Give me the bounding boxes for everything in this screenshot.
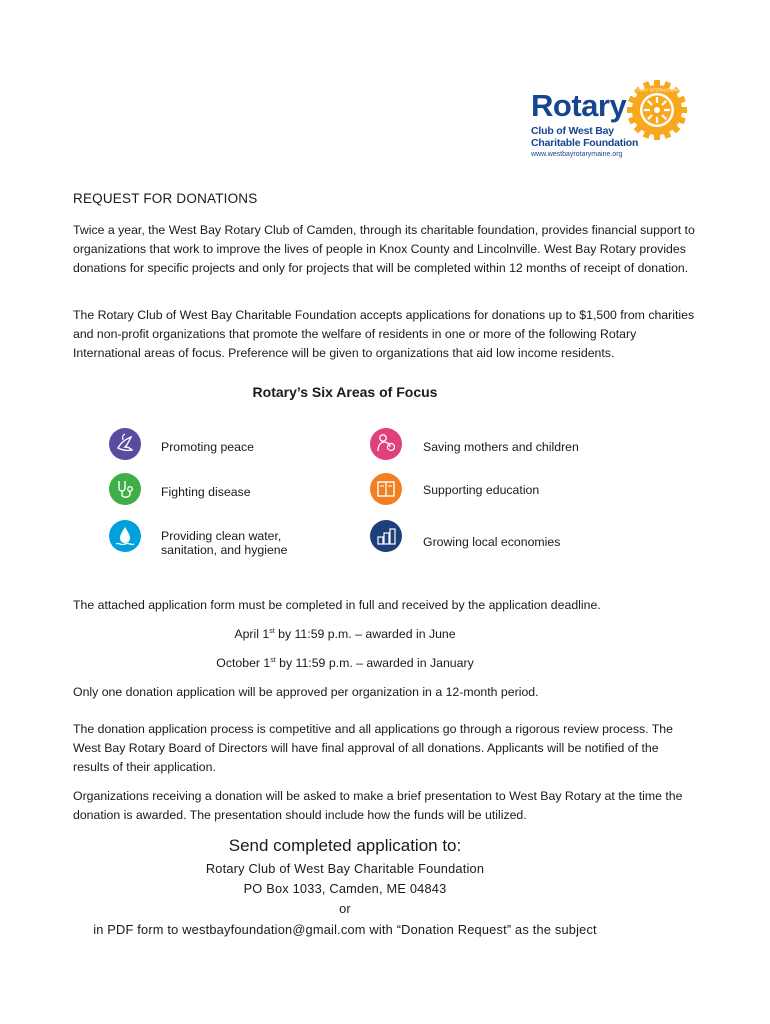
wheel-text: ROTARY INTERNATIONAL [631, 87, 683, 93]
page-heading: REQUEST FOR DONATIONS [73, 191, 258, 206]
one-per-org: Only one donation application will be approved per organization in a 12-month period. [73, 685, 539, 699]
rotary-wheel-icon [627, 80, 687, 140]
water-drop-icon [109, 520, 141, 552]
deadline-october: October 1st by 11:59 p.m. – awarded in January [216, 656, 474, 670]
mother-child-icon [370, 428, 402, 460]
logo-club-name: Club of West Bay [531, 125, 614, 137]
book-icon [370, 473, 402, 505]
focus-label-peace: Promoting peace [161, 440, 254, 454]
focus-label-water-2: sanitation, and hygiene [161, 543, 288, 557]
focus-label-water-1: Providing clean water, [161, 529, 282, 543]
process-paragraph: The donation application process is competitive and all applications go through a rigorous review process. The West Bay Rotary Board of Directors will have final approval of all donations. Applicants will be notified of the results of their application. [73, 722, 673, 774]
presentation-paragraph: Organizations receiving a donation will be asked to make a brief presentation to West Bay Rotary at the time the donation is awarded. The presentation should include how the funds will be utilized. [73, 789, 683, 822]
logo-foundation-name: Charitable Foundation [531, 137, 639, 149]
coins-icon [370, 520, 402, 552]
send-org: Rotary Club of West Bay Charitable Foundation [205, 861, 485, 876]
send-title: Send completed application to: [228, 836, 462, 855]
logo-url: www.westbayrotarymaine.org [531, 151, 623, 158]
focus-label-education: Supporting education [423, 483, 540, 497]
focus-label-economies: Growing local economies [423, 535, 561, 549]
deadline-april: April 1st by 11:59 p.m. – awarded in June [234, 627, 456, 641]
send-email-line: in PDF form to westbayfoundation@gmail.com with “Donation Request” as the subject [93, 922, 597, 937]
stethoscope-icon [109, 473, 141, 505]
eligibility-paragraph: The Rotary Club of West Bay Charitable Foundation accepts applications for donations up to $1,500 from charities and non-profit organizations that promote the welfare of residents in one or more of the following Rotary International areas of focus. Preference will be given to organizations that aid low income residents. [73, 308, 695, 360]
logo-rotary-text: Rotary [531, 88, 627, 123]
intro-paragraph: Twice a year, the West Bay Rotary Club of Camden, through its charitable foundation, provides financial support to organizations that work to improve the lives of people in Knox County and Lincolnville. West Bay Rotary provides donations for specific projects and only for projects that will be completed within 12 months of receipt of donation. [73, 223, 695, 275]
focus-label-mothers: Saving mothers and children [423, 440, 579, 454]
focus-title: Rotary’s Six Areas of Focus [252, 384, 438, 400]
send-po-box: PO Box 1033, Camden, ME 04843 [243, 881, 447, 896]
dove-icon [109, 428, 141, 460]
rotary-logo [531, 80, 691, 162]
send-or: or [339, 901, 351, 916]
focus-label-disease: Fighting disease [161, 485, 251, 499]
deadline-intro: The attached application form must be completed in full and received by the application deadline. [73, 598, 601, 612]
